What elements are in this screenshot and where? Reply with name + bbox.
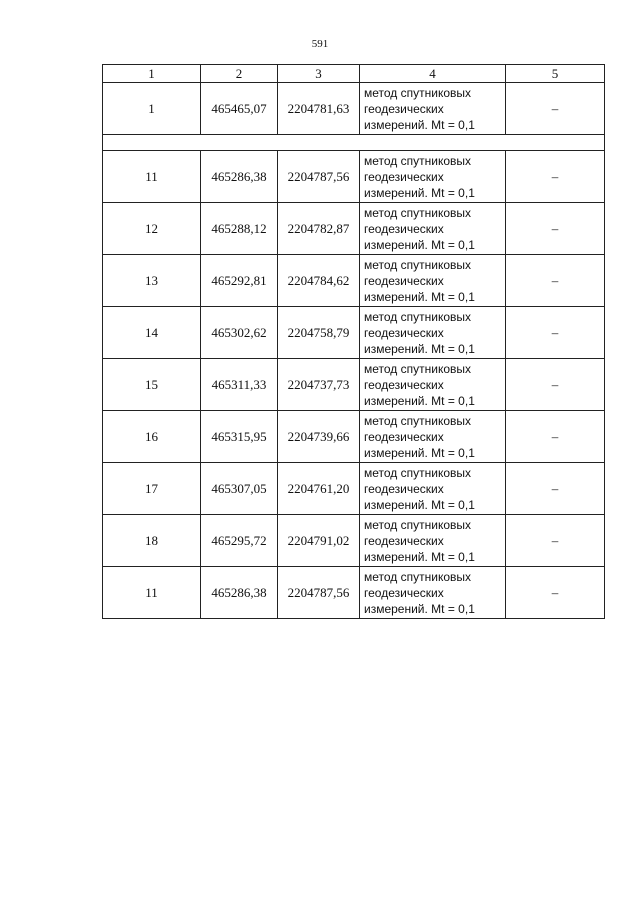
point-number-cell: 15 [103,359,201,411]
method-line: метод спутниковых [364,309,472,324]
method-cell [360,307,506,359]
method-line: метод спутниковых [364,569,472,584]
x-coordinate-cell: 465286,38 [201,567,278,619]
method-line: измерений. Mt = 0,1 [364,445,475,460]
method-cell [360,463,506,515]
note-cell: – [506,83,605,135]
y-coordinate-cell: 2204787,56 [278,151,360,203]
table-row [103,307,605,359]
method-line: метод спутниковых [364,85,472,100]
method-line: геодезических [364,273,444,288]
table-row [103,83,605,135]
column-header: 1 [103,65,201,83]
y-coordinate-cell: 2204787,56 [278,567,360,619]
method-line: измерений. Mt = 0,1 [364,185,475,200]
method-cell [360,151,506,203]
method-line: геодезических [364,585,444,600]
table-header-row [103,65,605,83]
point-number-cell: 16 [103,411,201,463]
method-line: метод спутниковых [364,413,472,428]
method-line: измерений. Mt = 0,1 [364,601,475,616]
x-coordinate-cell: 465465,07 [201,83,278,135]
note-cell: – [506,567,605,619]
note-cell: – [506,255,605,307]
method-line: геодезических [364,101,444,116]
method-line: метод спутниковых [364,361,472,376]
column-header: 2 [201,65,278,83]
method-line: геодезических [364,169,444,184]
x-coordinate-cell: 465286,38 [201,151,278,203]
method-line: метод спутниковых [364,257,472,272]
y-coordinate-cell: 2204781,63 [278,83,360,135]
table-row [103,151,605,203]
x-coordinate-cell: 465307,05 [201,463,278,515]
method-line: геодезических [364,481,444,496]
table-row [103,255,605,307]
note-cell: – [506,203,605,255]
point-number-cell: 13 [103,255,201,307]
method-line: геодезических [364,377,444,392]
column-header: 4 [360,65,506,83]
table-row [103,463,605,515]
method-line: геодезических [364,221,444,236]
coordinates-table [102,64,605,619]
table-row [103,567,605,619]
y-coordinate-cell: 2204739,66 [278,411,360,463]
point-number-cell: 14 [103,307,201,359]
method-cell [360,515,506,567]
table-row [103,203,605,255]
y-coordinate-cell: 2204761,20 [278,463,360,515]
x-coordinate-cell: 465302,62 [201,307,278,359]
x-coordinate-cell: 465315,95 [201,411,278,463]
method-cell [360,203,506,255]
method-line: измерений. Mt = 0,1 [364,117,475,132]
point-number-cell: 1 [103,83,201,135]
column-header: 3 [278,65,360,83]
method-cell [360,359,506,411]
note-cell: – [506,411,605,463]
spacer-row [103,135,605,151]
method-line: геодезических [364,429,444,444]
method-line: измерений. Mt = 0,1 [364,237,475,252]
y-coordinate-cell: 2204782,87 [278,203,360,255]
page-number: 591 [311,38,329,50]
point-number-cell: 11 [103,151,201,203]
method-cell [360,255,506,307]
table-row [103,411,605,463]
point-number-cell: 17 [103,463,201,515]
note-cell: – [506,463,605,515]
note-cell: – [506,307,605,359]
column-header: 5 [506,65,605,83]
method-cell [360,567,506,619]
method-line: измерений. Mt = 0,1 [364,549,475,564]
method-line: геодезических [364,325,444,340]
x-coordinate-cell: 465311,33 [201,359,278,411]
note-cell: – [506,359,605,411]
y-coordinate-cell: 2204784,62 [278,255,360,307]
y-coordinate-cell: 2204737,73 [278,359,360,411]
spacer-cell [103,135,605,151]
x-coordinate-cell: 465295,72 [201,515,278,567]
method-line: измерений. Mt = 0,1 [364,393,475,408]
note-cell: – [506,515,605,567]
y-coordinate-cell: 2204758,79 [278,307,360,359]
x-coordinate-cell: 465292,81 [201,255,278,307]
method-line: метод спутниковых [364,465,472,480]
point-number-cell: 12 [103,203,201,255]
point-number-cell: 18 [103,515,201,567]
method-line: измерений. Mt = 0,1 [364,497,475,512]
method-cell [360,83,506,135]
method-line: метод спутниковых [364,205,472,220]
x-coordinate-cell: 465288,12 [201,203,278,255]
method-line: геодезических [364,533,444,548]
method-line: измерений. Mt = 0,1 [364,289,475,304]
method-line: метод спутниковых [364,153,472,168]
note-cell: – [506,151,605,203]
method-cell [360,411,506,463]
point-number-cell: 11 [103,567,201,619]
table-row [103,359,605,411]
method-line: измерений. Mt = 0,1 [364,341,475,356]
table-row [103,515,605,567]
method-line: метод спутниковых [364,517,472,532]
y-coordinate-cell: 2204791,02 [278,515,360,567]
